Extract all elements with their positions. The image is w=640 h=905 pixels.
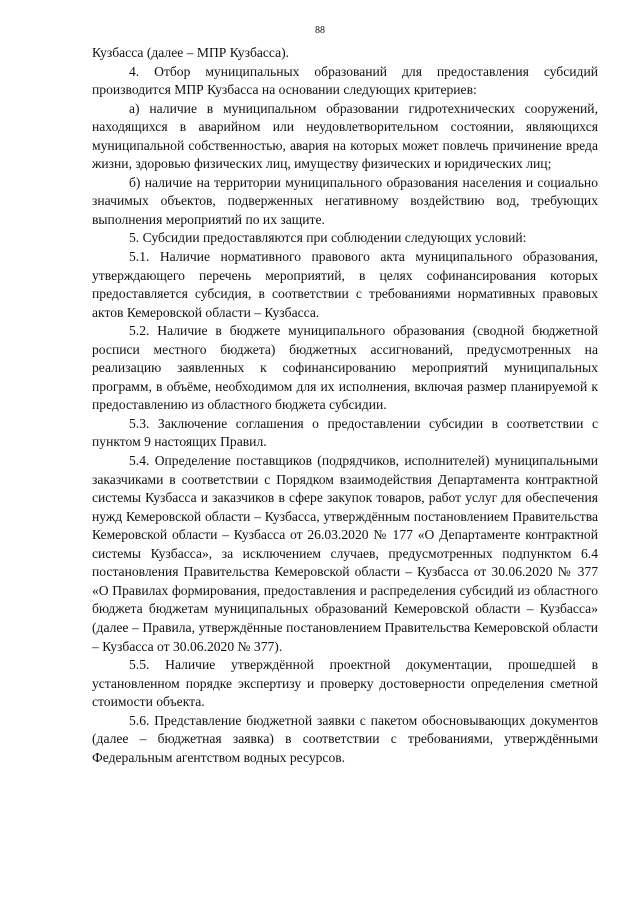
paragraph-4: 4. Отбор муниципальных образований для предоставления субсидий производится МПР Кузбасса на основании следующих критериев: [92, 63, 598, 98]
paragraph-5-1: 5.1. Наличие нормативного правового акта муниципального образования, утверждающего перечень мероприятий, в целях софинансирования которых предоставляется субсидия, в соответствии с требованиями нормативных правовых актов Кемеровской области – Кузбасса. [92, 249, 598, 320]
paragraph-5-3: 5.3. Заключение соглашения о предоставлении субсидии в соответствии с пунктом 9 настоящих Правил. [92, 415, 598, 450]
paragraph-5-5: 5.5. Наличие утверждённой проектной документации, прошедшей в установленном порядке экспертизу и проверку достоверности определения сметной стоимости объекта. [92, 657, 598, 710]
page-number: 88 [315, 25, 325, 36]
paragraph-5-6: 5.6. Представление бюджетной заявки с пакетом обосновывающих документов (далее – бюджетная заявка) в соответствии с требованиями, утверждёнными Федеральным агентством водных ресурсов. [92, 712, 598, 765]
paragraph-5-4: 5.4. Определение поставщиков (подрядчиков, исполнителей) муниципальными заказчиками в соответствии с Порядком взаимодействия Департамента контрактной системы Кузбасса и заказчиков в сфере закупок товаров, работ услуг для обеспечения нужд Кемеровской области – Кузбасса, утверждённым постановлением Правительства Кемеровской области – Кузбасса от 26.03.2020 № 177 «О Департаменте контрактной системы Кузбасса», за исключением случаев, предусмотренных подпунктом 6.4 постановления Правительства Кемеровской области – Кузбасса от 30.06.2020 № 377 «О Правилах формирования, предоставления и распределения субсидий из областного бюджета бюджетам муниципальных образований Кемеровской области – Кузбасса» (далее – Правила, утверждённые постановлением Правительства Кемеровской области – Кузбасса от 30.06.2020 № 377). [92, 453, 598, 654]
document-body [92, 44, 598, 767]
paragraph-continuation: Кузбасса (далее – МПР Кузбасса). [92, 45, 290, 60]
paragraph-5: 5. Субсидии предоставляются при соблюдении следующих условий: [129, 230, 527, 246]
paragraph-4a: а) наличие в муниципальном образовании гидротехнических сооружений, находящихся в аварийном или неудовлетворительном состоянии, являющихся муниципальной собственностью, авария на которых может повлечь причинение вреда жизни, здоровью физических лиц, имуществу физических и юридических лиц; [92, 100, 598, 172]
paragraph-4b: б) наличие на территории муниципального образования населения и социально значимых объектов, подверженных негативному воздействию вод, требующих выполнения мероприятий по их защите. [92, 174, 598, 227]
paragraph-5-2: 5.2. Наличие в бюджете муниципального образования (сводной бюджетной росписи местного бюджета) бюджетных ассигнований, предусмотренных на реализацию заявленных к софинансированию мероприятий муниципальных программ, в объёме, необходимом для их исполнения, включая размер планируемой к предоставлению из областного бюджета субсидии. [92, 323, 598, 413]
